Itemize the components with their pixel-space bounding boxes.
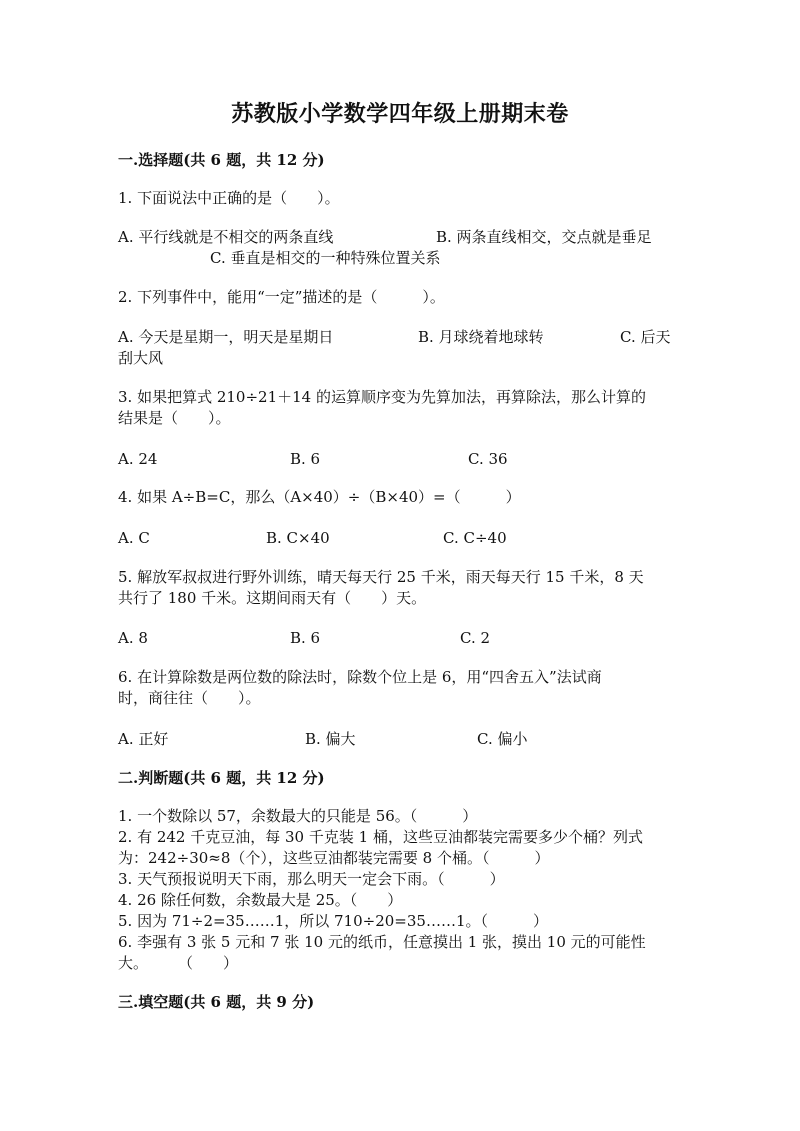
question-3-option-b: B. 6 bbox=[290, 450, 321, 468]
section-heading-judgment: 二.判断题(共 6 题，共 12 分) bbox=[118, 769, 325, 787]
question-3-stem-line-1: 3. 如果把算式 210÷21＋14 的运算顺序变为先算加法，再算除法，那么计算的 bbox=[118, 388, 646, 406]
question-6-stem-line-2: 时，商往往（ ）。 bbox=[118, 689, 261, 707]
question-4-option-c: C. C÷40 bbox=[443, 529, 507, 547]
question-1-stem: 1. 下面说法中正确的是（ ）。 bbox=[118, 189, 340, 207]
judgment-line: 6. 李强有 3 张 5 元和 7 张 10 元的纸币，任意摸出 1 张，摸出 10 元的可能性 bbox=[118, 933, 646, 951]
question-5-option-c: C. 2 bbox=[460, 629, 491, 647]
question-2-stem: 2. 下列事件中，能用“一定”描述的是（ ）。 bbox=[118, 288, 445, 306]
question-4-option-a: A. C bbox=[118, 529, 150, 547]
question-1-option-a: A. 平行线就是不相交的两条直线 bbox=[118, 228, 334, 246]
question-4-option-b: B. C×40 bbox=[266, 529, 330, 547]
question-1-option-c: C. 垂直是相交的一种特殊位置关系 bbox=[210, 249, 441, 267]
question-2-option-b: B. 月球绕着地球转 bbox=[418, 328, 544, 346]
question-2-option-c: C. 后天 bbox=[620, 328, 671, 346]
page-title: 苏教版小学数学四年级上册期末卷 bbox=[231, 101, 569, 127]
judgment-line: 1. 一个数除以 57，余数最大的只能是 56。（ ） bbox=[118, 807, 478, 825]
judgment-line: 4. 26 除任何数，余数最大是 25。（ ） bbox=[118, 891, 403, 909]
question-5-option-b: B. 6 bbox=[290, 629, 321, 647]
question-6-option-b: B. 偏大 bbox=[305, 730, 356, 748]
judgment-line: 3. 天气预报说明天下雨，那么明天一定会下雨。（ ） bbox=[118, 870, 505, 888]
question-4-stem: 4. 如果 A÷B=C，那么（A×40）÷（B×40）=（ ） bbox=[118, 488, 521, 506]
judgment-line: 5. 因为 71÷2=35……1，所以 710÷20=35……1。（ ） bbox=[118, 912, 548, 930]
judgment-line: 为：242÷30≈8（个），这些豆油都装完需要 8 个桶。（ ） bbox=[118, 849, 550, 867]
judgment-line: 2. 有 242 千克豆油，每 30 千克装 1 桶，这些豆油都装完需要多少个桶？列式 bbox=[118, 828, 643, 846]
question-6-option-a: A. 正好 bbox=[118, 730, 169, 748]
question-3-option-c: C. 36 bbox=[468, 450, 508, 468]
section-heading-fill-blank: 三.填空题(共 6 题，共 9 分) bbox=[118, 993, 315, 1011]
question-5-stem-line-1: 5. 解放军叔叔进行野外训练，晴天每天行 25 千米，雨天每天行 15 千米，8 天 bbox=[118, 568, 644, 586]
question-3-stem-line-2: 结果是（ ）。 bbox=[118, 409, 231, 427]
question-6-stem-line-1: 6. 在计算除数是两位数的除法时，除数个位上是 6，用“四舍五入”法试商 bbox=[118, 668, 602, 686]
section-heading-choice: 一.选择题(共 6 题，共 12 分) bbox=[118, 151, 325, 169]
question-6-option-c: C. 偏小 bbox=[477, 730, 528, 748]
question-3-option-a: A. 24 bbox=[118, 450, 158, 468]
question-1-option-b: B. 两条直线相交，交点就是垂足 bbox=[436, 228, 652, 246]
question-2-option-a: A. 今天是星期一，明天是星期日 bbox=[118, 328, 334, 346]
question-5-option-a: A. 8 bbox=[118, 629, 148, 647]
question-2-option-c-continued: 刮大风 bbox=[118, 349, 164, 367]
judgment-line: 大。 （ ） bbox=[118, 954, 239, 972]
question-5-stem-line-2: 共行了 180 千米。这期间雨天有（ ）天。 bbox=[118, 589, 427, 607]
